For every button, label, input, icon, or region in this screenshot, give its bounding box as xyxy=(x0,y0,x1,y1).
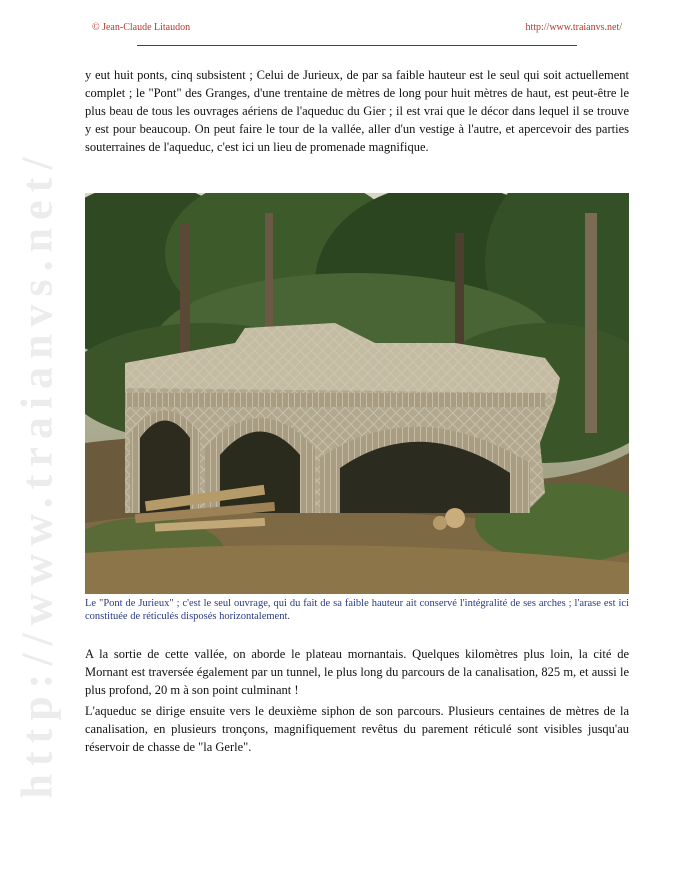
vertical-watermark xyxy=(12,60,62,888)
header-divider xyxy=(137,45,577,46)
copyright-notice: © Jean-Claude Litaudon xyxy=(92,22,191,33)
aqueduct-photo-illustration xyxy=(85,193,629,594)
watermark-text: http://www.traianvs.net/ xyxy=(12,149,62,799)
paragraph-siphon: L'aqueduc se dirige ensuite vers le deuxième siphon de son parcours. Plusieurs centaines de mètres de la canalisation, en plusieurs tronçons, magnifiquement revêtus du parement réticulé sont visibles jusqu'au réservoir de chasse de "la Gerle". xyxy=(85,704,629,754)
paragraph-mornant: A la sortie de cette vallée, on aborde le plateau mornantais. Quelques kilomètres plus loin, la cité de Mornant est traversée également par un tunnel, le plus long du parcours de la canalisation, 825 m, et aussi le plus profond, 20 m à son point culminant ! xyxy=(85,647,629,697)
photo-caption: Le "Pont de Jurieux" ; c'est le seul ouvrage, qui du fait de sa faible hauteur ait conservé l'intégralité de ses arches ; l'arase est ici constituée de réticulés disposés horizontalement. xyxy=(85,598,629,622)
paragraph-intro: y eut huit ponts, cinq subsistent ; Celui de Jurieux, de par sa faible hauteur est le seul qui soit actuellement complet ; le "Pont" des Granges, d'une trentaine de mètres de long pour huit mètres de haut, est peut-être le plus beau de tous les ouvrages aériens de l'aqueduc du Gier ; il est vrai que le décor dans lequel il se trouve y est pour beaucoup. On peut faire le tour de la vallée, aller d'un vestige à l'autre, et apercevoir des parties souterraines de l'aqueduc, c'est ici un lieu de promenade magnifique. xyxy=(85,68,629,154)
aqueduct-photo xyxy=(85,193,629,594)
site-url: http://www.traianvs.net/ xyxy=(525,22,622,33)
